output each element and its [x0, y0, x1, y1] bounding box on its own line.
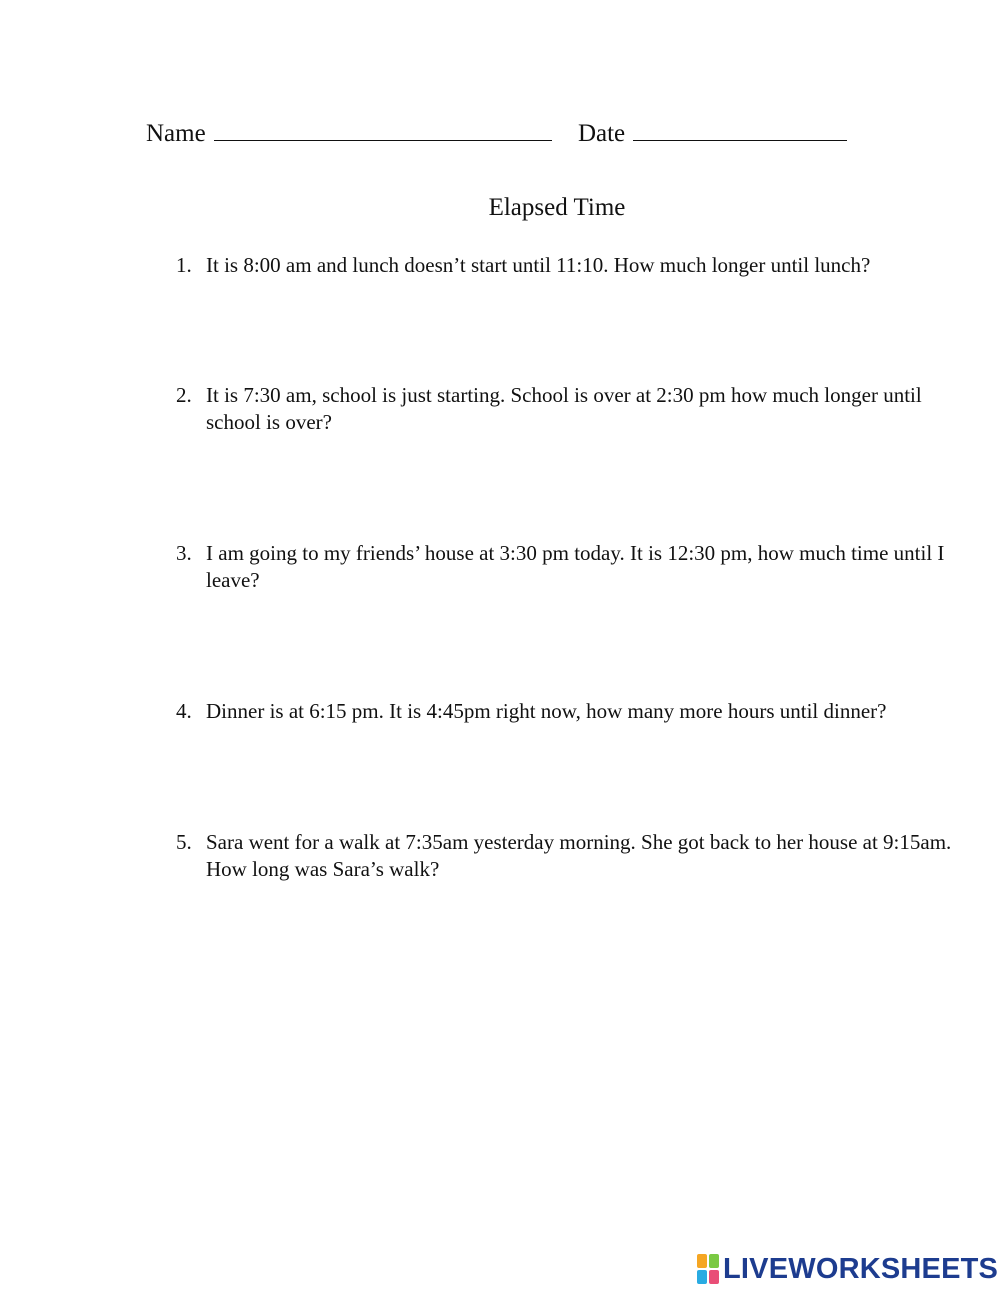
name-blank-line[interactable] — [214, 116, 552, 141]
name-label: Name — [146, 120, 206, 147]
question-text: It is 8:00 am and lunch doesn’t start until 11:10. How much longer until lunch? — [206, 253, 871, 277]
logo-square-icon — [709, 1270, 719, 1284]
question-number: 3. — [176, 541, 192, 565]
question-1 — [176, 252, 976, 279]
question-number: 5. — [176, 830, 192, 854]
liveworksheets-logo[interactable] — [697, 1252, 998, 1286]
date-blank-line[interactable] — [633, 116, 847, 141]
page-title: Elapsed Time — [488, 194, 626, 221]
question-number: 2. — [176, 383, 192, 407]
logo-square-icon — [697, 1270, 707, 1284]
question-2 — [176, 382, 976, 436]
question-text: I am going to my friends’ house at 3:30 pm today. It is 12:30 pm, how much time until I leave? — [206, 541, 945, 592]
question-number: 4. — [176, 699, 192, 723]
question-number: 1. — [176, 253, 192, 277]
logo-square-icon — [709, 1254, 719, 1268]
question-4 — [176, 698, 976, 725]
logo-mark-icon — [697, 1254, 719, 1284]
question-3 — [176, 540, 976, 594]
logo-text: LIVEWORKSHEETS — [723, 1253, 999, 1285]
name-date-header — [146, 116, 847, 151]
question-text: Dinner is at 6:15 pm. It is 4:45pm right now, how many more hours until dinner? — [206, 699, 887, 723]
question-5 — [176, 829, 976, 883]
question-text: It is 7:30 am, school is just starting. School is over at 2:30 pm how much longer until school is over? — [206, 383, 922, 434]
date-label: Date — [577, 120, 626, 147]
logo-square-icon — [697, 1254, 707, 1268]
question-text: Sara went for a walk at 7:35am yesterday morning. She got back to her house at 9:15am. How long was Sara’s walk? — [206, 830, 952, 881]
